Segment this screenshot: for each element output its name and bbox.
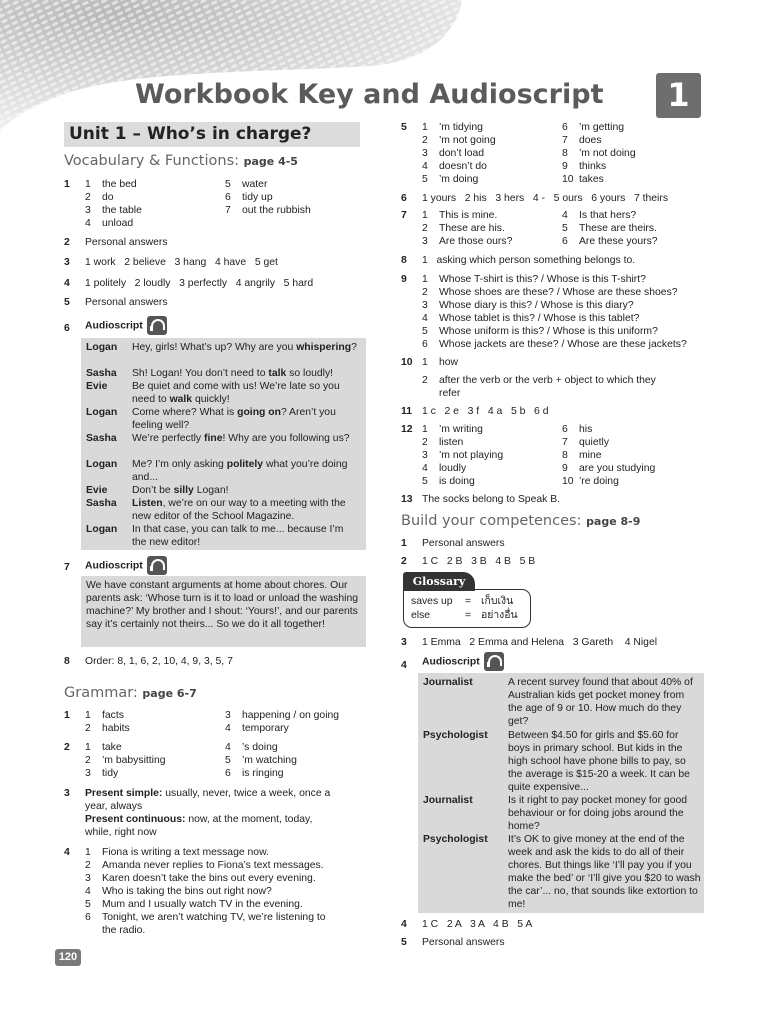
interview-line: Between $4.50 for girls and $5.60 for boys in primary school. But kids in the high school have phone bills to pay, so the average is $15-20 a week. It can be quite expensive...	[508, 730, 690, 793]
vocab-pages: page 4-5	[243, 155, 298, 168]
audioscript-label: Audioscript	[85, 556, 167, 576]
item-number: 4	[422, 313, 428, 324]
answer-item: 4 temporary	[225, 723, 289, 734]
item-text: takes	[579, 174, 604, 185]
glossary-term: saves up	[411, 596, 453, 607]
exercise-number: 8	[401, 255, 407, 266]
item-number: 6	[422, 339, 428, 350]
item-number: 2	[422, 437, 428, 448]
exercise-number: 2	[64, 237, 70, 248]
glossary-row	[411, 609, 529, 623]
item-number: 8	[562, 450, 568, 461]
answer-item	[562, 147, 636, 160]
speaker-name: Evie	[86, 381, 108, 392]
audioscript-label: Audioscript	[422, 652, 504, 672]
exercise-number: 9	[401, 274, 407, 285]
exercise-number: 5	[64, 297, 70, 308]
item-text: ’m doing	[439, 174, 479, 185]
exercise-number: 5	[401, 122, 407, 133]
item-number: 4	[562, 210, 568, 221]
answer-item	[422, 325, 687, 338]
item-text: ’m not doing	[579, 148, 636, 159]
glossary-term: else	[411, 610, 431, 621]
item-text: ’re doing	[579, 476, 619, 487]
item-text: quietly	[579, 437, 610, 448]
answer-text: Personal answers	[85, 237, 168, 248]
line-text: We’re perfectly	[132, 433, 204, 444]
answer-item-cont: refer	[439, 388, 461, 399]
exercise-number: 2	[401, 556, 407, 567]
item-text: Whose shoes are these? / Whose are these shoes?	[439, 287, 678, 298]
line-text: Hey, girls! What’s up? Why are you	[132, 342, 297, 353]
item-number: 10	[562, 174, 574, 185]
page-number: 120	[55, 949, 81, 966]
line-text: Be quiet and come with us! We’re late so you need to	[132, 381, 340, 405]
item-number: 3	[85, 873, 91, 884]
answer-list	[562, 209, 658, 248]
answer-item	[422, 423, 503, 436]
item-text: does	[579, 135, 602, 146]
item-number: 1	[422, 424, 428, 435]
answer-item	[422, 209, 512, 222]
answer-item	[85, 885, 375, 898]
dialogue-line	[132, 406, 360, 432]
item-number: 1	[422, 210, 428, 221]
line-text: so loudly!	[286, 368, 334, 379]
answer-list	[85, 846, 375, 937]
emphasis-word: going on	[237, 407, 281, 418]
answer-item	[422, 160, 496, 173]
exercise-number: 6	[401, 193, 407, 204]
item-text: These are his.	[439, 223, 505, 234]
dialogue-line	[132, 523, 360, 549]
exercise-number: 1	[64, 179, 70, 190]
interview-line: It’s OK to give money at the end of the week and ask the kids to do all of their chores. But things like ‘I’ll pay you if you make the bed’ or ‘I’ll give you $20 to wash the car’... no, that sounds like extortion to me!	[508, 834, 701, 910]
answer-item: 2 ’m babysitting	[85, 755, 166, 766]
exercise-number: 10	[401, 357, 413, 368]
unit-title: Unit 1 – Who’s in charge?	[64, 122, 360, 147]
vocab-heading	[64, 152, 298, 171]
answer-item: 3 happening / on going	[225, 710, 340, 721]
answer-item: 1 the bed	[85, 179, 137, 190]
answer-item	[562, 462, 655, 475]
exercise-number: 3	[64, 257, 70, 268]
answer-list	[422, 209, 512, 248]
item-text: Whose tablet is this? / Whose is this tablet?	[439, 313, 640, 324]
glossary-translation: เก็บเงิน	[481, 596, 514, 607]
headphones-icon	[484, 652, 504, 671]
answer-item	[562, 173, 636, 186]
item-text: Are those ours?	[439, 236, 513, 247]
item-text: Tonight, we aren’t watching TV, we’re listening to	[102, 912, 326, 923]
item-text: mine	[579, 450, 602, 461]
line-text: Don’t be	[132, 485, 174, 496]
answer-text: 1 Emma 2 Emma and Helena 3 Gareth 4 Nigel	[422, 637, 658, 648]
item-number: 9	[562, 463, 568, 474]
answer-item	[422, 147, 496, 160]
dialogue-line	[132, 497, 360, 523]
item-number: 6	[562, 424, 568, 435]
glossary-translation: อย่างอื่น	[481, 610, 518, 621]
item-text: Mum and I usually watch TV in the evening.	[102, 899, 303, 910]
item-text: This is mine.	[439, 210, 498, 221]
speaker-name: Journalist	[423, 677, 473, 688]
item-text: ’m not playing	[439, 450, 504, 461]
item-number: 3	[422, 450, 428, 461]
speaker-name: Psychologist	[423, 730, 488, 741]
answer-item	[562, 121, 636, 134]
build-heading	[401, 512, 640, 531]
speaker-name: Logan	[86, 342, 118, 353]
answer-text: Order: 8, 1, 6, 2, 10, 4, 9, 3, 5, 7	[85, 656, 233, 667]
item-number: 4	[422, 161, 428, 172]
exercise-number: 11	[401, 406, 412, 417]
line-text: quickly!	[192, 394, 230, 405]
item-text: listen	[439, 437, 464, 448]
item-number: 7	[562, 437, 568, 448]
item-text: Whose diary is this? / Whose is this diary?	[439, 300, 634, 311]
answer-text: 1 yours 2 his 3 hers 4 - 5 ours 6 yours 7 theirs	[422, 193, 669, 204]
item-text: These are theirs.	[579, 223, 657, 234]
answer-list	[422, 423, 503, 488]
build-pages: page 8-9	[586, 515, 641, 528]
answer-item: 4 ’s doing	[225, 742, 278, 753]
answer-item	[85, 872, 375, 885]
emphasis-word: talk	[268, 368, 287, 379]
dialogue-line	[132, 367, 360, 380]
item-number: 8	[562, 148, 568, 159]
answer-text: Present simple: usually, never, twice a week, once a year, always Present continuous: now, at the moment, today, while, right now	[85, 788, 331, 838]
glossary-equals: =	[465, 596, 472, 607]
item-number: 1	[422, 122, 428, 133]
exercise-number: 7	[401, 210, 407, 221]
answer-text: The socks belong to Speak B.	[422, 494, 561, 505]
emphasis-word: fine	[204, 433, 223, 444]
answer-text: 1 C 2 B 3 B 4 B 5 B	[422, 556, 536, 567]
answer-list	[422, 273, 687, 351]
item-number: 10	[562, 476, 574, 487]
vocab-title: Vocabulary & Functions:	[64, 153, 240, 169]
answer-item	[422, 173, 496, 186]
emphasis-word: politely	[226, 459, 264, 470]
exercise-number: 3	[401, 637, 407, 648]
item-text: Whose uniform is this? / Whose is this uniform?	[439, 326, 658, 337]
item-number: 1	[422, 274, 428, 285]
exercise-number: 8	[64, 656, 70, 667]
answer-item	[422, 475, 503, 488]
answer-text: 1 asking which person something belongs to.	[422, 255, 636, 266]
item-number: 7	[562, 135, 568, 146]
item-number: 5	[422, 174, 428, 185]
item-number: 1	[85, 847, 91, 858]
exercise-number: 3	[64, 788, 70, 799]
answer-item	[422, 235, 512, 248]
unit-badge: 1	[656, 73, 701, 118]
answer-item	[562, 209, 658, 222]
exercise-number: 4	[401, 919, 407, 930]
answer-text: Personal answers	[422, 538, 505, 549]
answer-text: Personal answers	[422, 937, 505, 948]
answer-item: 6 tidy up	[225, 192, 273, 203]
audioscript-text: We have constant arguments at home about chores. Our parents ask: ‘Whose turn is it to load or unload the washing machine?’ My brother and I shout: ‘Yours!’, and our parents say it’s certainly not theirs... So we do it all together!	[86, 580, 359, 630]
emphasis-word: whispering	[296, 342, 352, 353]
answer-item	[85, 911, 375, 924]
exercise-number: 6	[64, 323, 70, 334]
dialogue-line	[132, 341, 360, 354]
answer-text: 1 work 2 believe 3 hang 4 have 5 get	[85, 257, 278, 268]
dialogue-line	[132, 432, 360, 445]
exercise-number: 13	[401, 494, 413, 505]
answer-item	[562, 436, 655, 449]
item-text: Karen doesn’t take the bins out every evening.	[102, 873, 316, 884]
item-number: 6	[562, 236, 568, 247]
glossary	[403, 572, 531, 630]
exercise-number: 4	[401, 660, 407, 671]
answer-item	[422, 222, 512, 235]
line-text: Me? I’m only asking	[132, 459, 227, 470]
answer-item	[562, 160, 636, 173]
emphasis-word: silly	[173, 485, 194, 496]
answer-item	[422, 312, 687, 325]
item-text: ’m getting	[579, 122, 625, 133]
item-number: 5	[85, 899, 91, 910]
answer-text: 1 politely 2 loudly 3 perfectly 4 angrily 5 hard	[85, 278, 314, 289]
line-text: Come where? What is	[132, 407, 238, 418]
emphasis-word: Listen	[132, 498, 163, 509]
answer-item	[422, 462, 503, 475]
answer-list	[562, 423, 655, 488]
answer-item	[85, 898, 375, 911]
item-number: 4	[85, 886, 91, 897]
item-text: Whose T-shirt is this? / Whose is this T-shirt?	[439, 274, 646, 285]
item-number: 2	[422, 135, 428, 146]
item-number: 5	[422, 476, 428, 487]
answer-item	[562, 475, 655, 488]
exercise-number: 2	[64, 742, 70, 753]
line-text: Sh! Logan! You don’t need to	[132, 368, 269, 379]
item-text: the radio.	[102, 925, 146, 936]
header-decoration	[0, 0, 470, 140]
item-text: Are these yours?	[579, 236, 658, 247]
item-text: Amanda never replies to Fiona’s text messages.	[102, 860, 324, 871]
item-text: Is that hers?	[579, 210, 637, 221]
glossary-title: Glossary	[403, 572, 475, 591]
answer-item: 2 after the verb or the verb + object to which they	[422, 375, 656, 386]
answer-item: 1 how	[422, 357, 459, 368]
answer-item	[562, 222, 658, 235]
line-text: ?	[351, 342, 357, 353]
speaker-name: Logan	[86, 407, 118, 418]
line-text: Logan!	[193, 485, 229, 496]
dialogue-line	[132, 458, 360, 484]
answer-item: 3 tidy	[85, 768, 119, 779]
answer-item: 5 ’m watching	[225, 755, 297, 766]
build-title: Build your competences:	[401, 513, 582, 529]
item-text: Who is taking the bins out right now?	[102, 886, 272, 897]
dialogue-line	[132, 380, 360, 406]
answer-text: 1 C 2 A 3 A 4 B 5 A	[422, 919, 533, 930]
answer-item	[422, 121, 496, 134]
speaker-name: Evie	[86, 485, 108, 496]
answer-item: 6 is ringing	[225, 768, 284, 779]
answer-item	[85, 846, 375, 859]
item-text: Whose jackets are these? / Whose are these jackets?	[439, 339, 687, 350]
audioscript-label: Audioscript	[85, 316, 167, 336]
answer-item: 3 the table	[85, 205, 142, 216]
headphones-icon	[147, 316, 167, 335]
speaker-name: Sasha	[86, 433, 117, 444]
item-number: 5	[422, 326, 428, 337]
item-text: are you studying	[579, 463, 656, 474]
answer-item	[85, 924, 375, 937]
answer-item	[562, 423, 655, 436]
exercise-number: 1	[64, 710, 70, 721]
exercise-number: 4	[64, 847, 70, 858]
answer-item	[422, 338, 687, 351]
item-number: 5	[562, 223, 568, 234]
speaker-name: Sasha	[86, 498, 117, 509]
answer-item	[422, 436, 503, 449]
line-text: ! Why are you following us?	[222, 433, 350, 444]
answer-item: 1 take	[85, 742, 122, 753]
speaker-name: Logan	[86, 459, 118, 470]
item-number: 6	[85, 912, 91, 923]
speaker-name: Logan	[86, 524, 118, 535]
glossary-rows	[411, 595, 529, 623]
item-text: Fiona is writing a text message now.	[102, 847, 269, 858]
item-text: his	[579, 424, 593, 435]
speaker-name: Sasha	[86, 368, 117, 379]
page-title: Workbook Key and Audioscript	[135, 79, 604, 110]
item-number: 4	[422, 463, 428, 474]
exercise-number: 4	[64, 278, 70, 289]
grammar-pages: page 6-7	[142, 687, 197, 700]
answer-item: 7 out the rubbish	[225, 205, 311, 216]
item-text: ’m writing	[439, 424, 483, 435]
item-text: loudly	[439, 463, 467, 474]
item-number: 2	[422, 223, 428, 234]
item-text: ’m tidying	[439, 122, 483, 133]
answer-item	[562, 449, 655, 462]
answer-item	[422, 286, 687, 299]
answer-text: 1 c 2 e 3 f 4 a 5 b 6 d	[422, 406, 549, 417]
answer-item	[562, 134, 636, 147]
answer-item	[422, 134, 496, 147]
item-text: don’t load	[439, 148, 485, 159]
item-number: 2	[85, 860, 91, 871]
item-text: doesn’t do	[439, 161, 487, 172]
answer-item: 1 facts	[85, 710, 124, 721]
line-text: ? Aren’t you feeling well?	[132, 407, 336, 431]
dialogue-line	[132, 484, 360, 497]
answer-item	[562, 235, 658, 248]
line-text: , we’re on our way to a meeting with the new editor of the School Magazine.	[132, 498, 346, 522]
exercise-number: 5	[401, 937, 407, 948]
item-text: thinks	[579, 161, 607, 172]
item-number: 3	[422, 236, 428, 247]
speaker-name: Journalist	[423, 795, 473, 806]
exercise-number: 1	[401, 538, 407, 549]
item-text: ’m not going	[439, 135, 496, 146]
line-text: In that case, you can talk to me... because I’m the new editor!	[132, 524, 344, 548]
answer-item: 4 unload	[85, 218, 134, 229]
item-number: 9	[562, 161, 568, 172]
answer-item: 2 do	[85, 192, 114, 203]
grammar-heading	[64, 684, 197, 703]
answer-item	[85, 859, 375, 872]
answer-item	[422, 449, 503, 462]
answer-list	[562, 121, 636, 186]
answer-item: 5 water	[225, 179, 268, 190]
answer-item	[422, 299, 687, 312]
answer-item: 2 habits	[85, 723, 130, 734]
answer-item	[422, 273, 687, 286]
exercise-number: 7	[64, 562, 70, 573]
answer-list	[422, 121, 496, 186]
grammar-title: Grammar:	[64, 685, 138, 701]
interview-line: A recent survey found that about 40% of Australian kids get pocket money from the age of 9 or 10. How much do they get?	[508, 677, 693, 727]
item-text: is doing	[439, 476, 475, 487]
answer-text: Personal answers	[85, 297, 168, 308]
glossary-row	[411, 595, 529, 609]
speaker-name: Psychologist	[423, 834, 488, 845]
emphasis-word: walk	[169, 394, 193, 405]
headphones-icon	[147, 556, 167, 575]
item-number: 3	[422, 300, 428, 311]
line-text: what you’re doing and...	[132, 459, 348, 483]
item-number: 2	[422, 287, 428, 298]
exercise-number: 12	[401, 424, 413, 435]
interview-line: Is it right to pay pocket money for good behaviour or for doing jobs around the home?	[508, 795, 688, 832]
item-number: 3	[422, 148, 428, 159]
glossary-equals: =	[465, 610, 472, 621]
item-number: 6	[562, 122, 568, 133]
